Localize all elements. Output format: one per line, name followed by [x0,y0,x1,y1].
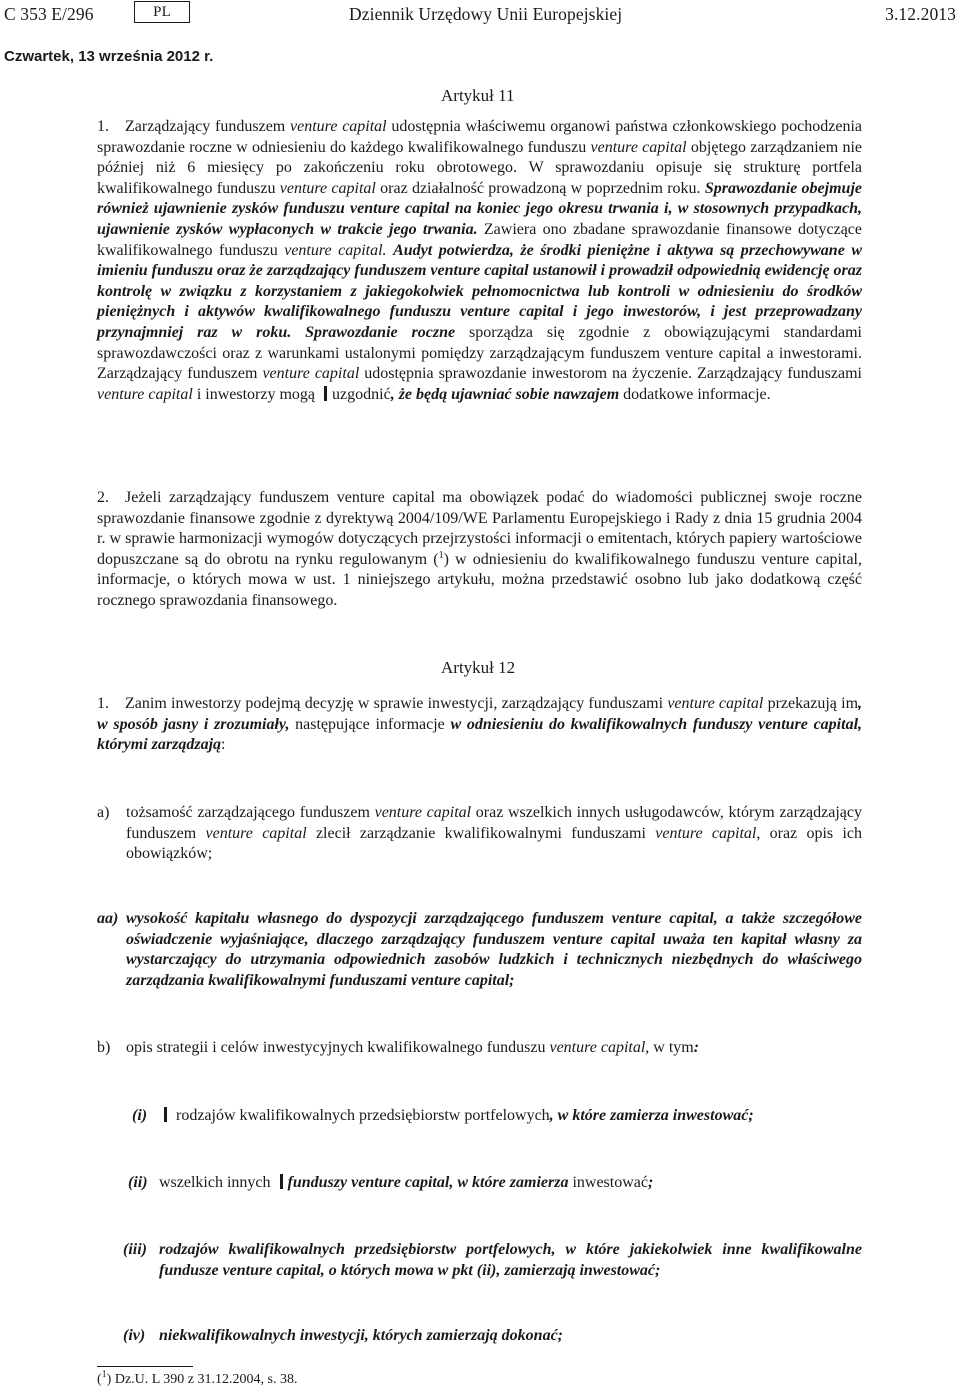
text-run: Jeżeli zarządzający funduszem venture capital ma obowiązek podać do wiadomości publicznej swoje roczne sprawozdanie finansowe zgodnie z dyrektywą 2004/109/WE Parlamentu Europejskiego i Rady z dnia 15 grudnia 2004 r. w sprawie harmonizacji wymogów dotyczących przejrzystości informacji o emitentach, których papiery wartościowe dopuszczane są do obrotu na rynku regulowanym ( [97,489,862,568]
item-label: b) [97,1039,111,1056]
subitem-label: (iv) [123,1327,146,1344]
article-12-heading: Artykuł 12 [441,658,516,677]
item-label: a) [97,804,110,821]
italic-term: venture capital [97,385,193,403]
amendment-text: funduszy venture capital, w które zamierza [287,1174,569,1191]
paragraph-text [97,489,862,609]
item-text [126,803,862,865]
change-marker-bar [280,1174,283,1189]
subitem-label: (ii) [128,1174,148,1191]
amendment-text: , że będą ujawniać sobie nawzajem [390,385,620,403]
text-run: inwestować [568,1174,648,1191]
amendment-text: w odniesieniu do kwalifikowalnych funduszy venture capital, którymi zarządzają [97,715,863,754]
text-run: uzgodnić [332,385,391,403]
text-run: sporządza się zgodnie z obowiązującymi standardami sprawozdawczości oraz z warunkami ustalonymi pomiędzy zarządzającym funduszem venture capital a inwestorami. Zarządzający funduszem [97,323,863,383]
footnote-divider [97,1366,193,1367]
text-run: opis strategii i celów inwestycyjnych kwalifikowalnego funduszu [126,1039,550,1056]
amendment-text: Audyt potwierdza, że środki pieniężne i aktywa są przechowywane w imieniu funduszu oraz że zarządzający funduszem venture capital ustanowił i prowadził odpowiednią ewidencję oraz kontrolę w związku z korzystaniem z jakiegokolwiek pełnomocnictwa lub kontroli w odniesieniu do środków pieniężnych i aktywów kwalifikowalnego funduszu venture capital i jego inwestorów, i jest przeprowadzany przynajmniej raz w roku. Sprawozdanie roczne [97,241,862,341]
italic-term: venture capital [667,695,764,712]
text-run: udostępnia właściwemu organowi państwa członkowskiego pochodzenia sprawozdanie roczne w odniesieniu do każdego kwalifikowalnego funduszu [97,118,863,156]
footnote-text: Dz.U. L 390 z 31.12.2004, s. 38. [111,1372,298,1387]
article-11-paragraph-2 [97,488,862,612]
article-11-heading: Artykuł 11 [441,86,515,105]
subitem-label: (i) [132,1107,148,1124]
session-date: Czwartek, 13 września 2012 r. [4,48,214,65]
text-run: Zawiera ono zbadane sprawozdanie finansowe dotyczące kwalifikowalnego funduszu [97,220,862,259]
subitem-text [159,1240,862,1281]
language-badge: PL [134,1,190,23]
item-text [126,909,862,991]
item-text [126,1038,862,1059]
amendment-text: Sprawozdanie obejmuje również ujawnienie zysków funduszu venture capital na koniec jego okresu trwania i, w stosownych przypadkach, ujawnienie zysków wypłaconych w trakcie jego trwania. [97,179,862,238]
amendment-text: ; [647,1174,654,1191]
text-run: wszelkich innych [159,1174,275,1191]
page-header [0,0,960,32]
subitem-text [159,1326,862,1347]
subitem-text [159,1173,862,1194]
italic-term: venture capital [262,365,360,383]
footnote-reference: 1 [438,549,444,561]
italic-term: venture capital [290,118,387,135]
text-run: oraz działalność prowadzoną w poprzednim roku. [375,179,705,197]
amendment-text: rodzajów kwalifikowalnych przedsiębiorstw portfelowych, w które jakiekolwiek inne kwalifikowalne fundusze venture capital, o których mowa w pkt (ii), zamierzają inwestować; [159,1241,862,1279]
text-run: następujące informacje [289,715,451,733]
italic-term: venture capital [374,804,472,821]
text-run: tożsamość zarządzającego funduszem [126,804,375,821]
italic-term: venture capital [279,179,376,197]
paragraph-number: 1. [97,118,109,135]
paragraph-text [97,118,862,403]
italic-term: venture capital. [284,241,387,259]
text-run: Zanim inwestorzy podejmą decyzję w sprawie inwestycji, zarządzający funduszami [125,695,668,712]
text-run: przekazują im [763,695,859,712]
italic-term: venture capital [549,1039,646,1056]
change-marker-bar [164,1107,167,1122]
text-run: ) w odniesieniu do kwalifikowalnego funduszu venture capital, informacje, o których mowa w ust. 1 niniejszego artykułu, można przedstawić osobno lub jako dodatkową część rocznego sprawozdania finansowego. [97,550,862,609]
paragraph-number: 1. [97,695,109,712]
article-12-paragraph-1 [97,694,862,756]
amendment-text: wysokość kapitału własnego do dyspozycji zarządzającego funduszem venture capital, a także szczegółowe oświadczenie wyjaśniające, dlaczego zarządzający funduszem venture capital uważa ten kapitał własny za wystarczający do utrzymania odpowiednich zasobów ludzkich i technicznych niezbędnych do właściwego zarządzania kwalifikowalnymi funduszami venture capital; [126,910,862,989]
publication-date: 3.12.2013 [885,4,956,24]
text-run: , w tym [645,1039,694,1056]
text-run: Zarządzający funduszem [125,118,291,135]
text-run: oraz wszelkich innych usługodawców, którym zarządzający funduszem [126,804,863,842]
italic-term: venture capital [205,824,307,842]
footnote-marker: 1 [101,1369,107,1380]
text-run: rodzajów kwalifikowalnych przedsiębiorstw portfelowych [172,1107,550,1124]
text-run: : [221,736,226,754]
footnote: ($^1$) Dz.U. L 390 z 31.12.2004, s. 38. [97,1369,298,1387]
subitem-text [159,1106,862,1127]
text-run: zlecił zarządzanie kwalifikowalnymi funduszami [306,824,656,842]
text-run: objętego zarządzaniem nie później niż 6 miesięcy po zakończeniu roku obrotowego. W sprawozdaniu opisuje się strukturę portfela kwalifikowalnego funduszu [97,138,862,197]
italic-term: venture capital [655,824,757,842]
journal-title: Dziennik Urzędowy Unii Europejskiej [349,4,623,24]
text-run: , oraz opis ich obowiązków; [126,824,863,863]
subitem-label: (iii) [123,1241,147,1258]
paragraph-number: 2. [97,489,109,506]
change-marker-bar [324,386,327,401]
amendment-text: , w które zamierza inwestować; [549,1107,754,1124]
amendment-text: : [693,1039,700,1056]
text-run: dodatkowe informacje. [619,385,771,403]
amendment-text: , w sposób jasny i zrozumiały, [97,695,863,733]
text-run: udostępnia sprawozdanie inwestorom na życzenie. Zarządzający funduszami [359,365,862,383]
italic-term: venture capital [590,138,687,156]
amendment-text: niekwalifikowalnych inwestycji, których zamierzają dokonać; [159,1327,563,1344]
paragraph-text [97,695,862,753]
article-11-paragraph-1 [97,117,862,405]
text-run: i inwestorzy mogą [192,385,320,403]
journal-reference: C 353 E/296 [4,4,94,24]
item-label: aa) [97,910,119,927]
